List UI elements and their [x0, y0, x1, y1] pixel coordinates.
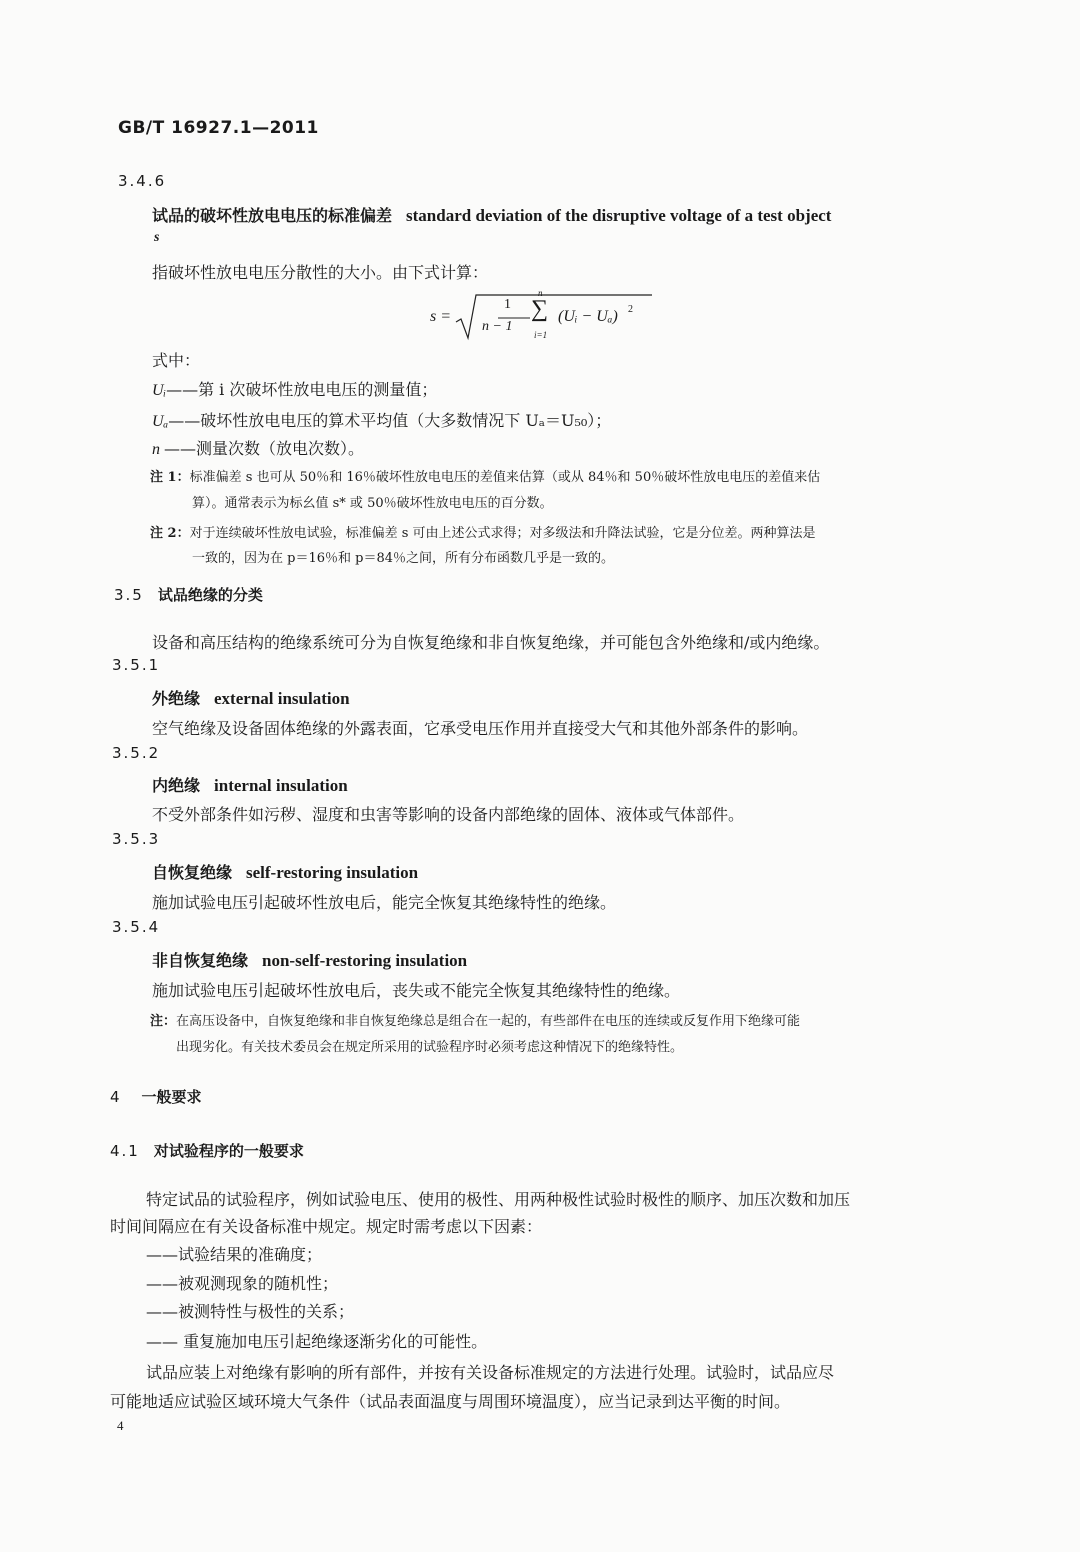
formula-body: (Uᵢ − Uₐ): [558, 308, 618, 325]
note-label: 注 1：: [150, 470, 190, 485]
term-zh: 非自恢复绝缘: [152, 951, 249, 970]
sum-upper: n: [538, 288, 543, 298]
term-en: external insulation: [214, 689, 350, 708]
var-row: [152, 377, 437, 400]
term-en: self-restoring insulation: [246, 863, 419, 882]
section-4: [110, 1086, 202, 1107]
sum-sign: ∑: [531, 296, 549, 322]
section-title: 对试验程序的一般要求: [153, 1142, 304, 1160]
term-symbol: s: [154, 230, 160, 245]
note-2-cont: 一致的，因为在 p＝16％和 p＝84％之间，所有分布函数几乎是一致的。: [192, 551, 614, 566]
note-3-5-4: [150, 1010, 800, 1029]
section-3-5: [114, 584, 263, 605]
list-item: ——被观测现象的随机性；: [146, 1274, 339, 1293]
clause-number-3-5-4: 3.5.4: [112, 918, 161, 936]
var-symbol: Uₐ: [152, 413, 169, 430]
term-3-4-6: [152, 203, 831, 226]
list-item: ——被测特性与极性的关系；: [146, 1302, 355, 1321]
definition-3-5-1: 空气绝缘及设备固体绝缘的外露表面，它承受电压作用并直接受大气和其他外部条件的影响。: [152, 719, 809, 738]
list-item: ——试验结果的准确度；: [146, 1245, 323, 1264]
clause-number-3-4-6: 3.4.6: [118, 172, 167, 190]
sum-lower: i=1: [534, 330, 548, 340]
term-3-5-3: [152, 860, 418, 883]
term-zh: 试品的破坏性放电电压的标准偏差: [152, 206, 393, 225]
frac-denominator: n − 1: [482, 319, 513, 334]
paragraph-4-1-line2: 时间间隔应在有关设备标准中规定。规定时需考虑以下因素：: [110, 1217, 543, 1236]
section-number: 3.5: [114, 586, 144, 604]
paragraph-3-5: 设备和高压结构的绝缘系统可分为自恢复绝缘和非自恢复绝缘，并可能包含外绝缘和/或内绝缘。: [152, 633, 830, 652]
var-row: [152, 408, 611, 431]
section-number: 4.1: [110, 1142, 140, 1160]
paragraph-4-1-line1: 特定试品的试验程序，例如试验电压、使用的极性、用两种极性试验时极性的顺序、加压次数和加压: [146, 1190, 851, 1209]
standard-id: GB/T 16927.1—2011: [118, 118, 319, 138]
var-symbol: Uᵢ: [152, 382, 167, 399]
formula-std-dev: [430, 288, 670, 344]
definition-3-5-4: 施加试验电压引起破坏性放电后，丧失或不能完全恢复其绝缘特性的绝缘。: [152, 981, 681, 1000]
note-text: 在高压设备中，自恢复绝缘和非自恢复绝缘总是组合在一起的，有些部件在电压的连续或反复作用下绝缘可能: [176, 1014, 801, 1029]
term-en: internal insulation: [214, 776, 348, 795]
section-title: 试品绝缘的分类: [157, 586, 263, 604]
note-1: [150, 466, 820, 485]
section-title: 一般要求: [141, 1088, 202, 1106]
section-4-1: [110, 1140, 304, 1161]
var-desc: ——测量次数（放电次数）。: [164, 439, 365, 458]
paragraph-4-1-p2-line2: 可能地适应试验区域环境大气条件（试品表面温度与周围环境温度），应当记录到达平衡的时间。: [110, 1392, 791, 1411]
definition-3-5-3: 施加试验电压引起破坏性放电后，能完全恢复其绝缘特性的绝缘。: [152, 893, 617, 912]
section-number: 4: [110, 1088, 122, 1106]
clause-number-3-5-3: 3.5.3: [112, 830, 161, 848]
frac-numerator: 1: [504, 297, 511, 312]
var-row: [152, 436, 364, 459]
var-desc: ——破坏性放电电压的算术平均值（大多数情况下 Uₐ＝U₅₀）；: [168, 411, 612, 430]
note-label: 注：: [150, 1014, 177, 1029]
formula-lhs: s =: [430, 308, 452, 325]
term-3-5-4: [152, 948, 467, 971]
term-en: standard deviation of the disruptive voltage of a test object: [406, 206, 832, 225]
term-3-5-1: [152, 686, 350, 709]
clause-number-3-5-1: 3.5.1: [112, 656, 161, 674]
note-1-cont: 算）。通常表示为标幺值 s* 或 50％破坏性放电电压的百分数。: [192, 496, 553, 511]
note-label: 注 2：: [150, 526, 190, 541]
term-zh: 自恢复绝缘: [152, 863, 233, 882]
term-zh: 内绝缘: [152, 776, 201, 795]
var-desc: ——第 i 次破坏性放电电压的测量值；: [166, 380, 438, 399]
note-text: 标准偏差 s 也可从 50％和 16％破坏性放电电压的差值来估算（或从 84％和 50％破坏性放电电压的差值来估: [189, 470, 821, 485]
var-symbol: n: [152, 441, 160, 458]
definition-3-5-2: 不受外部条件如污秽、湿度和虫害等影响的设备内部绝缘的固体、液体或气体部件。: [152, 805, 745, 824]
clause-number-3-5-2: 3.5.2: [112, 744, 161, 762]
list-item: —— 重复施加电压引起绝缘逐渐劣化的可能性。: [146, 1332, 488, 1351]
term-zh: 外绝缘: [152, 689, 201, 708]
note-2: [150, 522, 816, 541]
note-text: 对于连续破坏性放电试验，标准偏差 s 可由上述公式求得；对多级法和升降法试验，它是分位差。两种算法是: [189, 526, 816, 541]
term-en: non-self-restoring insulation: [262, 951, 468, 970]
note-3-5-4-cont: 出现劣化。有关技术委员会在规定所采用的试验程序时必须考虑这种情况下的绝缘特性。: [176, 1040, 684, 1055]
where-label: 式中：: [152, 351, 201, 370]
term-3-5-2: [152, 773, 348, 796]
paragraph-4-1-p2-line1: 试品应装上对绝缘有影响的所有部件，并按有关设备标准规定的方法进行处理。试验时，试品应尽: [146, 1363, 835, 1382]
page-number: 4: [117, 1418, 124, 1433]
definition-3-4-6: 指破坏性放电电压分散性的大小。由下式计算：: [152, 263, 489, 282]
formula-exponent: 2: [628, 304, 633, 315]
